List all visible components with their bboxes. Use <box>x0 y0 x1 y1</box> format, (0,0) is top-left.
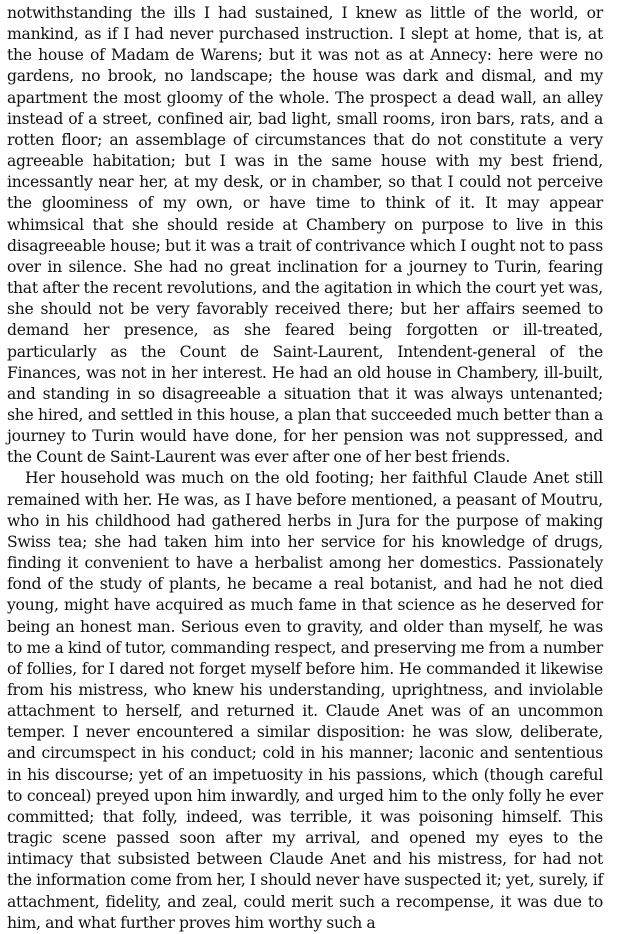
body-paragraph-2: Her household was much on the old footing; her faithful Claude Anet still remained with her. He was, as I have before mentioned, a peasant of Moutru, who in his childhood had gathered herbs in Jura for the purpose of making Swiss tea; she had taken him into her service for his knowledge of drugs, finding it convenient to have a herbalist among her domestics. Passionately fond of the study of plants, he became a real botanist, and had he not died young, might have acquired as much fame in that science as he deserved for being an honest man. Serious even to gravity, and older than myself, he was to me a kind of tutor, commanding respect, and preserving me from a number of follies, for I dared not forget myself before him. He commanded it likewise from his mistress, who knew his understanding, uprightness, and inviolable attachment to herself, and returned it. Claude Anet was of an uncommon temper. I never encountered a similar disposition: he was slow, deliberate, and circumspect in his conduct; cold in his manner; laconic and sententious in his discourse; yet of an impetuosity in his passions, which (though careful to conceal) preyed upon him inwardly, and urged him to the only folly he ever committed; that folly, indeed, was terrible, it was poisoning himself. This tragic scene passed soon after my arrival, and opened my eyes to the intimacy that subsisted between Claude Anet and his mistress, for had not the information come from her, I should never have suspected it; yet, surely, if attachment, fidelity, and zeal, could merit such a recompense, it was due to him, and what further proves him worthy such a <box>7 469 603 932</box>
body-paragraph-1: notwithstanding the ills I had sustained, I knew as little of the world, or mankind, as if I had never purchased instruction. I slept at home, that is, at the house of Madam de Warens; but it was not as at Annecy: here were no gardens, no brook, no landscape; the house was dark and dismal, and my apartment the most gloomy of the whole. The prospect a dead wall, an alley instead of a street, confined air, bad light, small rooms, iron bars, rats, and a rotten floor; an assemblage of circumstances that do not constitute a very agreeable habitation; but I was in the same house with my best friend, incessantly near her, at my desk, or in chamber, so that I could not perceive the gloominess of my own, or have time to think of it. It may appear whimsical that she should reside at Chambery on purpose to live in this disagreeable house; but it was a trait of contrivance which I ought not to pass over in silence. She had no great inclination for a journey to Turin, fearing that after the recent revolutions, and the agitation in which the court yet was, she should not be very favorably received there; but her affairs seemed to demand her presence, as she feared being forgotten or ill-treated, particularly as the Count de Saint-Laurent, Intendent-general of the Finances, was not in her interest. He had an old house in Chambery, ill-built, and standing in so disagreeable a situation that it was always untenanted; she hired, and settled in this house, a plan that succeeded much better than a journey to Turin would have done, for her pension was not suppressed, and the Count de Saint-Laurent was ever after one of her best friends. <box>7 4 603 467</box>
